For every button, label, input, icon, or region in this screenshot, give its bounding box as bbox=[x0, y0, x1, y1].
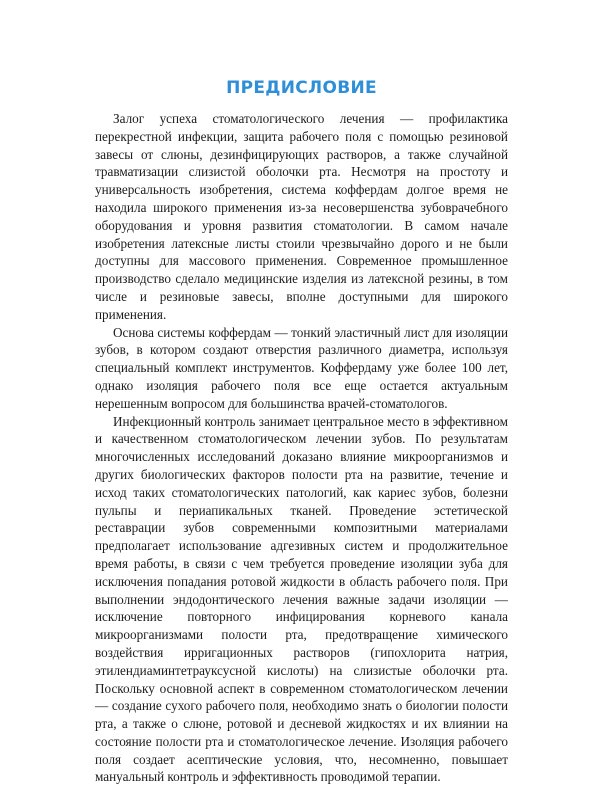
paragraph-1: Залог успеха стоматологического лечения — профилактика перекрестной инфекции, защита рабочего поля с помощью резиновой завесы от слюны, дезинфицирующих растворов, а также случайной травматизации слизистой оболочки рта. Несмотря на простоту и универсальность изобретения, система коффердам долгое время не находила широкого применения из-за несовершенства зубоврачебного оборудования и уровня развития стоматологии. В самом начале изобретения латексные листы стоили чрезвычайно дорого и не были доступны для массового применения. Современное промышленное производство сделало медицинские изделия из латексной резины, в том числе и резиновые завесы, вполне доступными для широкого применения. bbox=[95, 111, 508, 322]
paragraph-3: Инфекционный контроль занимает центральное место в эффективном и качественном стоматологическом лечении зубов. По результатам многочисленных исследований доказано влияние микроорганизмов и других биологических факторов полости рта на развитие, течение и исход таких стоматологических патологий, как кариес зубов, болезни пульпы и периапикальных тканей. Проведение эстетической реставрации зубов современными композитными материалами предполагает использование адгезивных систем и продолжительное время работы, в связи с чем требуется проведение изоляции зуба для исключения попадания ротовой жидкости в область рабочего поля. При выполнении эндодонтического лечения важные задачи изоляции — исключение повторного инфицирования корневого канала микроорганизмами полости рта, предотвращение химического воздействия ирригационных растворов (гипохлорита натрия, этилендиаминтетрауксусной кислоты) на слизистые оболочки рта. Поскольку основной аспект в современном стоматологическом лечении — создание сухого рабочего поля, необходимо знать о биологии полости рта, а также о слюне, ротовой и десневой жидкостях и их влиянии на состояние полости рта и стоматологическое лечение. Изоляция рабочего поля создает асептические условия, что, несомненно, повышает мануальный контроль и эффективность проводимой терапии. bbox=[95, 413, 508, 785]
page-title: ПРЕДИСЛОВИЕ bbox=[226, 78, 377, 98]
paragraph-2: Основа системы коффердам — тонкий эластичный лист для изоляции зубов, в котором создают отверстия различного диаметра, используя специальный комплект инструментов. Коффердаму уже более 100 лет, однако изоляция рабочего поля все еще остается актуальным нерешенным вопросом для большинства врачей-стоматологов. bbox=[95, 324, 508, 411]
